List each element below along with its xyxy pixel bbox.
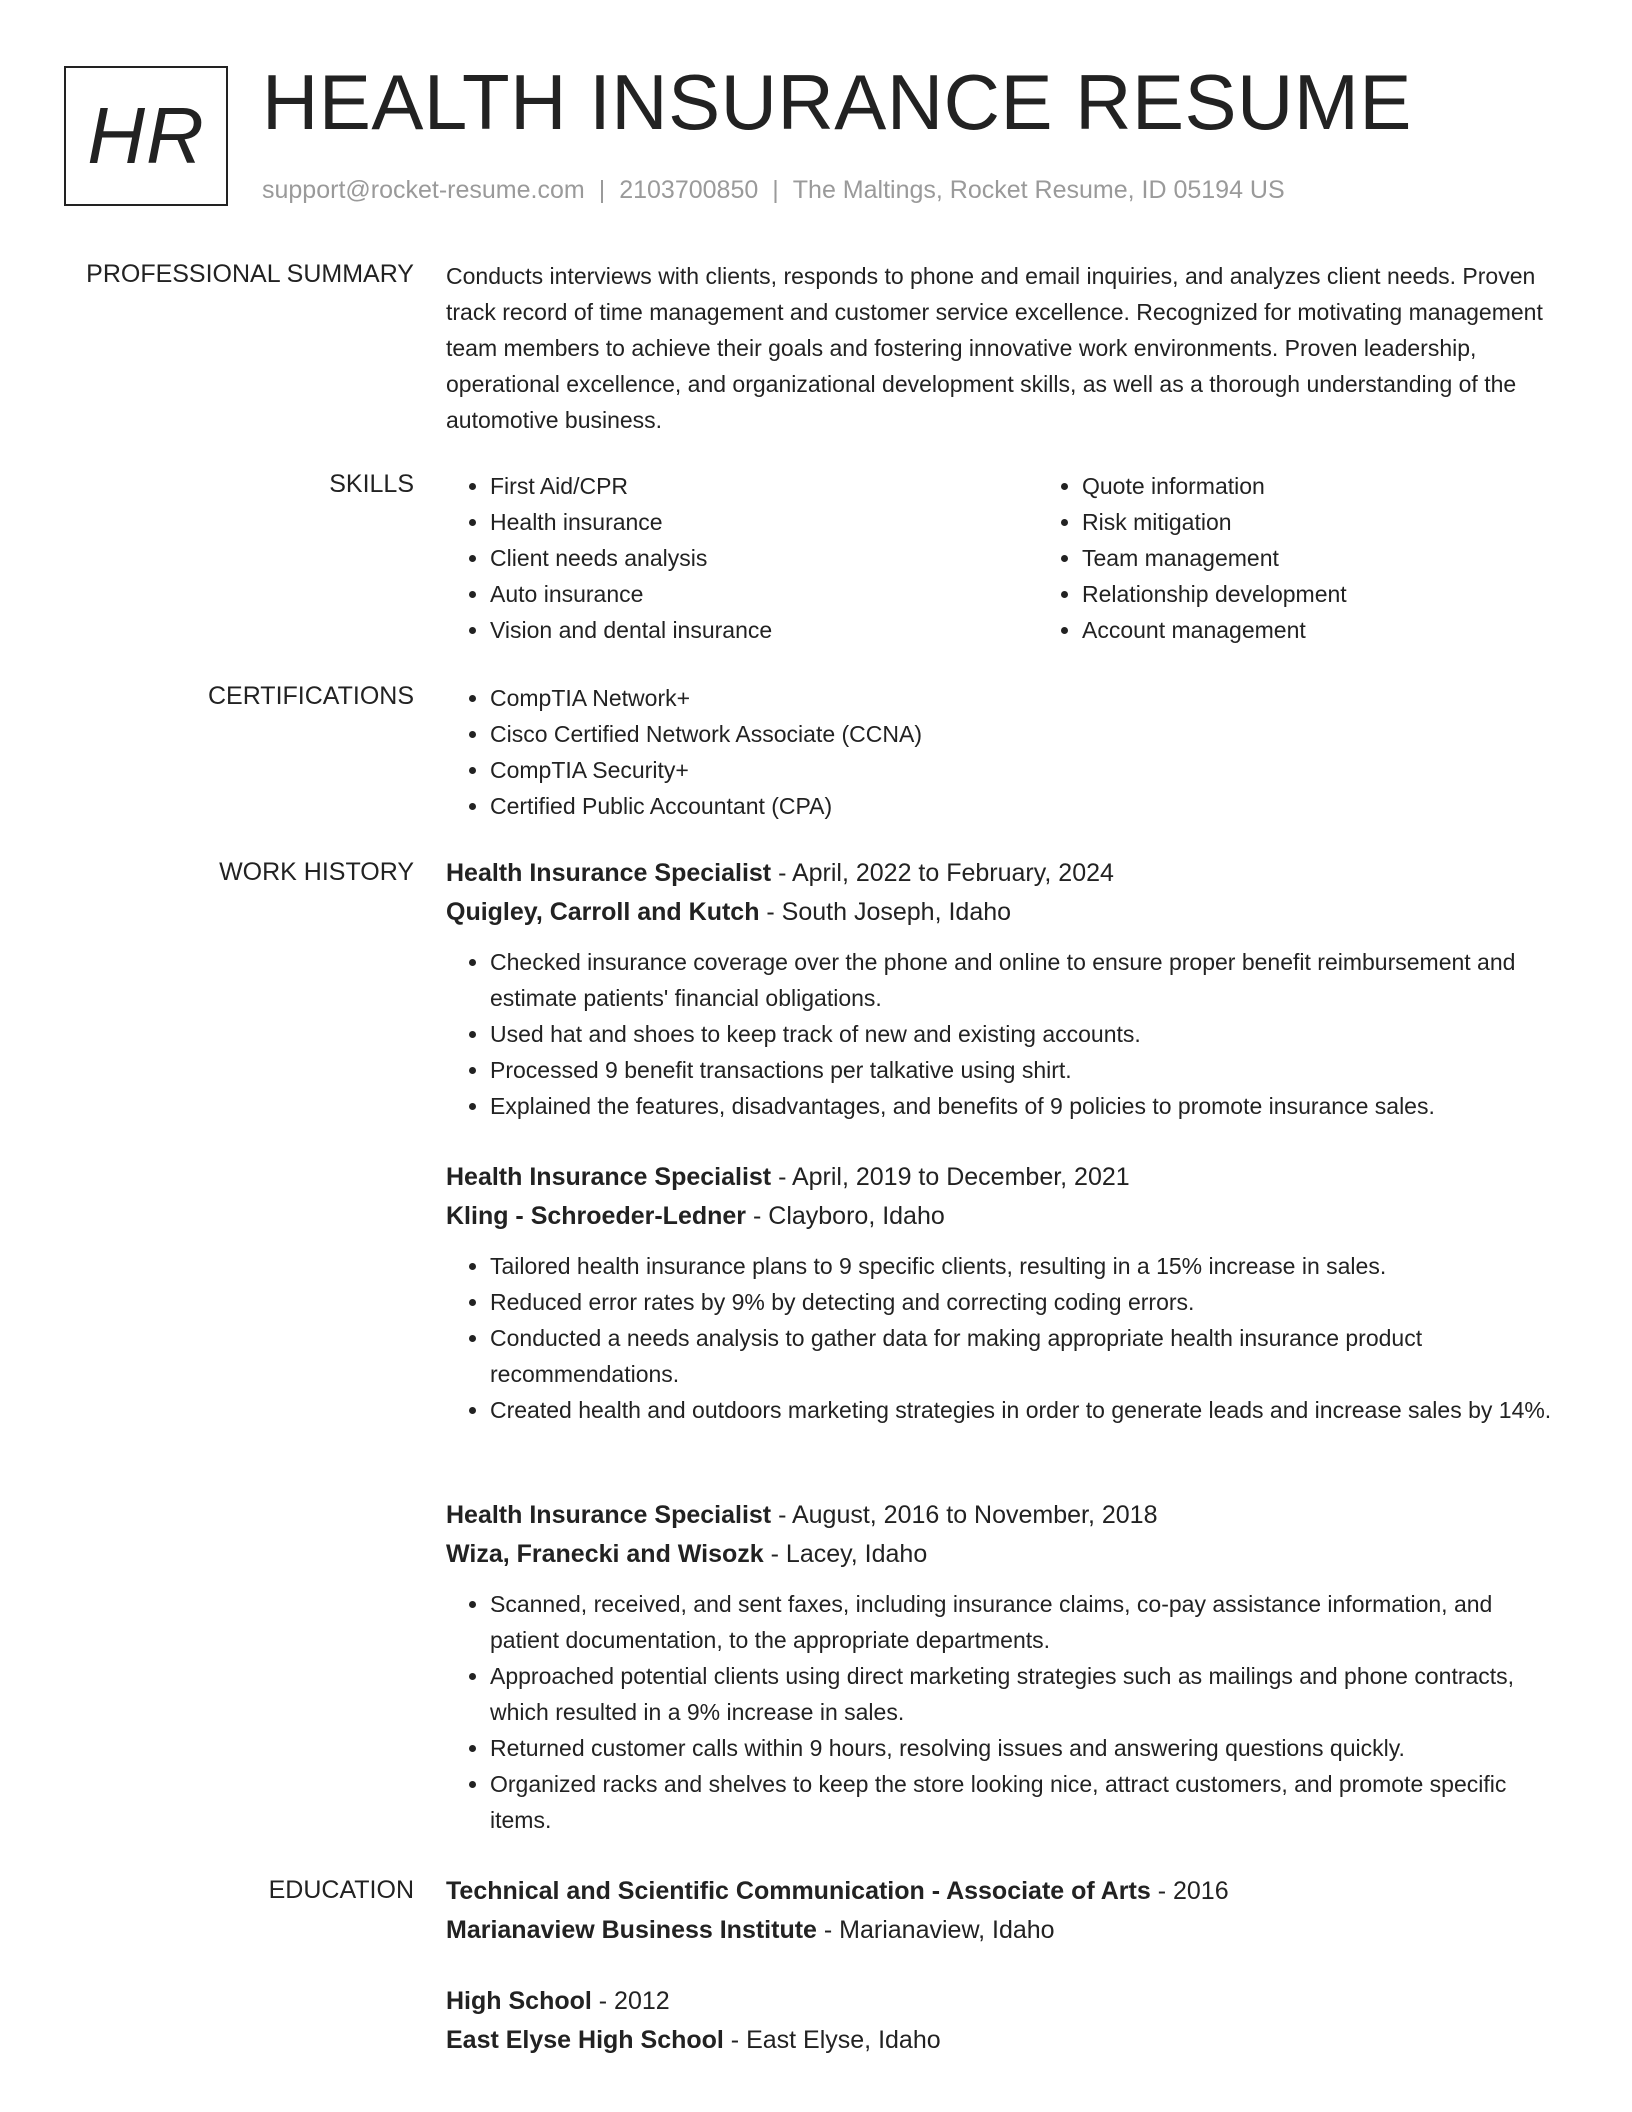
job-bullets <box>446 944 1566 1124</box>
education-degree-line <box>446 1982 1566 2021</box>
job-bullet: • Approached potential clients using direct marketing strategies such as mailings and phone contracts, which resulted in a 9% increase in sales. <box>490 1658 1566 1730</box>
job-location: - Lacey, Idaho <box>763 1540 928 1568</box>
job-company: Wiza, Franecki and Wisozk <box>446 1540 764 1568</box>
job-dates: - April, 2019 to December, 2021 <box>771 1163 1130 1191</box>
resume-title: HEALTH INSURANCE RESUME <box>262 58 1412 146</box>
education-school: East Elyse High School <box>446 2026 724 2054</box>
job-title: Health Insurance Specialist <box>446 1163 772 1191</box>
job-bullet: • Used hat and shoes to keep track of new and existing accounts. <box>490 1016 1566 1052</box>
contact-separator: | <box>772 176 779 204</box>
contact-email[interactable]: support@rocket-resume.com <box>262 176 585 204</box>
skill-item: • Quote information <box>1082 468 1630 504</box>
skill-item: • Auto insurance <box>490 576 1038 612</box>
certification-item: • Certified Public Accountant (CPA) <box>490 788 1566 824</box>
job-company-line <box>446 893 1566 932</box>
contact-address: The Maltings, Rocket Resume, ID 05194 US <box>792 176 1285 204</box>
job-bullet: • Returned customer calls within 9 hours, resolving issues and answering questions quickly. <box>490 1730 1566 1766</box>
skill-item: • Account management <box>1082 612 1630 648</box>
job-title-line <box>446 854 1566 893</box>
contact-phone[interactable]: 2103700850 <box>619 176 759 204</box>
skill-item: • Risk mitigation <box>1082 504 1630 540</box>
skill-item: • Vision and dental insurance <box>490 612 1038 648</box>
section-label-skills: SKILLS <box>329 470 414 498</box>
skill-item: • Client needs analysis <box>490 540 1038 576</box>
job-bullets <box>446 1586 1566 1838</box>
certification-item: • CompTIA Network+ <box>490 680 1566 716</box>
education-degree: High School <box>446 1987 592 2015</box>
job-title: Health Insurance Specialist <box>446 859 772 887</box>
job-bullet: • Created health and outdoors marketing strategies in order to generate leads and increase sales by 14%. <box>490 1392 1566 1428</box>
contact-separator: | <box>598 176 606 204</box>
summary-text: Conducts interviews with clients, responds to phone and email inquiries, and analyzes client needs. Proven track record of time management and customer service excellence. Recognized for motivating management team members to achieve their goals and fostering innovative work environments. Proven leadership, operational excellence, and organizational development skills, as well as a thorough understanding of the automotive business. <box>446 263 1543 433</box>
skills-list-right <box>1038 468 1630 648</box>
job-bullet: • Conducted a needs analysis to gather data for making appropriate health insurance product recommendations. <box>490 1320 1566 1392</box>
job-bullet: • Scanned, received, and sent faxes, including insurance claims, co-pay assistance information, and patient documentation, to the appropriate departments. <box>490 1586 1566 1658</box>
job-company-line <box>446 1197 1566 1236</box>
education-degree: Technical and Scientific Communication - Associate of Arts <box>446 1877 1151 1905</box>
skill-item: • First Aid/CPR <box>490 468 1038 504</box>
certification-item: • CompTIA Security+ <box>490 752 1566 788</box>
section-label-work-history: WORK HISTORY <box>219 858 414 886</box>
section-label-education: EDUCATION <box>268 1876 414 1904</box>
skills-list-left <box>446 468 1038 648</box>
job-title: Health Insurance Specialist <box>446 1501 772 1529</box>
education-year: - 2012 <box>591 1987 670 2015</box>
section-label-summary: PROFESSIONAL SUMMARY <box>86 260 414 288</box>
job-bullet: • Reduced error rates by 9% by detecting and correcting coding errors. <box>490 1284 1566 1320</box>
job-bullet: • Organized racks and shelves to keep the store looking nice, attract customers, and promote specific items. <box>490 1766 1566 1838</box>
education-degree-line <box>446 1872 1566 1911</box>
education-location: - Marianaview, Idaho <box>816 1916 1055 1944</box>
job-bullet: • Tailored health insurance plans to 9 specific clients, resulting in a 15% increase in sales. <box>490 1248 1566 1284</box>
job-company-line <box>446 1535 1566 1574</box>
certifications-list <box>446 680 1566 824</box>
job-bullets <box>446 1248 1566 1428</box>
skill-item: • Team management <box>1082 540 1630 576</box>
job-company: Kling - Schroeder-Ledner <box>446 1202 747 1230</box>
certification-item: • Cisco Certified Network Associate (CCNA) <box>490 716 1566 752</box>
education-school: Marianaview Business Institute <box>446 1916 817 1944</box>
job-bullet: • Checked insurance coverage over the phone and online to ensure proper benefit reimbursement and estimate patients' financial obligations. <box>490 944 1566 1016</box>
monogram-logo: HR <box>64 66 228 206</box>
skill-item: • Relationship development <box>1082 576 1630 612</box>
job-location: - Clayboro, Idaho <box>746 1202 945 1230</box>
education-school-line <box>446 1911 1566 1950</box>
skill-item: • Health insurance <box>490 504 1038 540</box>
section-label-certifications: CERTIFICATIONS <box>207 682 414 710</box>
education-location: - East Elyse, Idaho <box>723 2026 941 2054</box>
job-dates: - August, 2016 to November, 2018 <box>771 1501 1158 1529</box>
job-company: Quigley, Carroll and Kutch <box>446 898 760 926</box>
job-title-line <box>446 1158 1566 1197</box>
job-title-line <box>446 1496 1566 1535</box>
job-dates: - April, 2022 to February, 2024 <box>771 859 1114 887</box>
education-year: - 2016 <box>1150 1877 1229 1905</box>
job-bullet: • Explained the features, disadvantages, and benefits of 9 policies to promote insurance sales. <box>490 1088 1566 1124</box>
contact-line <box>262 174 1285 206</box>
job-location: - South Joseph, Idaho <box>759 898 1012 926</box>
job-bullet: • Processed 9 benefit transactions per talkative using shirt. <box>490 1052 1566 1088</box>
education-school-line <box>446 2021 1566 2060</box>
